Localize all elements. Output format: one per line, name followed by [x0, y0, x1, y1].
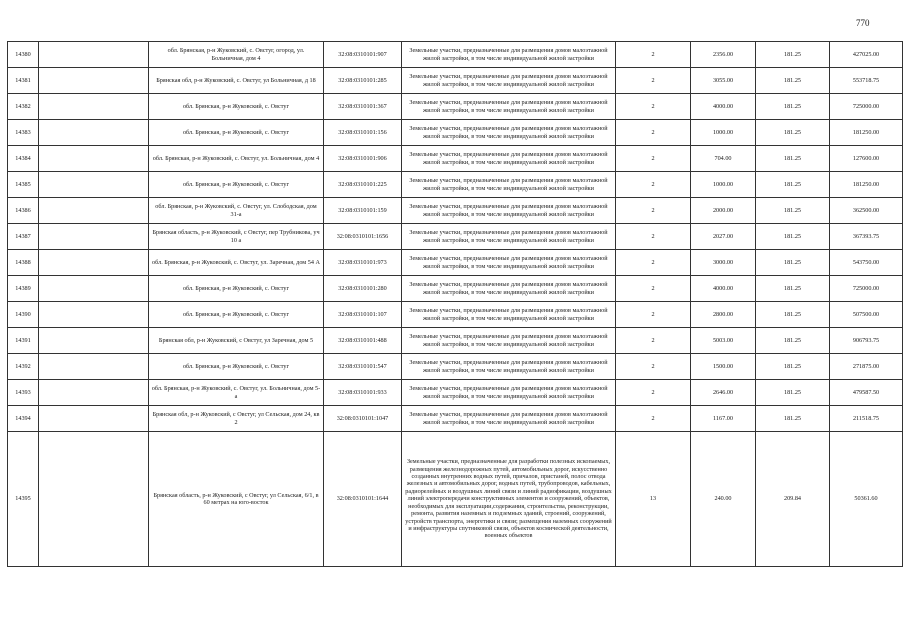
cadastral-value-cell: 127600.00 [830, 146, 903, 172]
category-code-cell: 2 [616, 406, 691, 432]
category-code-cell: 2 [616, 146, 691, 172]
table-row [8, 432, 903, 567]
address-cell: Брянская обл, р-н Жуковский, с Овстуг, ул Заречная, дом 5 [149, 328, 324, 354]
cadastral-value-cell: 181250.00 [830, 172, 903, 198]
area-cell: 5003.00 [691, 328, 756, 354]
empty-cell [39, 68, 149, 94]
table-row [8, 42, 903, 68]
empty-cell [39, 94, 149, 120]
empty-cell [39, 354, 149, 380]
land-use-cell: Земельные участки, предназначенные для размещения домов малоэтажной жилой застройки, в том числе индивидуальной жилой застройки [402, 94, 616, 120]
cadastral-value-cell: 725000.00 [830, 94, 903, 120]
empty-cell [39, 120, 149, 146]
address-cell: обл. Брянская, р-н Жуковский, с. Овстуг [149, 354, 324, 380]
cadastral-value-cell: 507500.00 [830, 302, 903, 328]
category-code-cell: 2 [616, 302, 691, 328]
address-cell: обл. Брянская, р-н Жуковский, с. Овстуг, ул. Больничная, дом 4 [149, 146, 324, 172]
address-cell: обл. Брянская, р-н Жуковский, с. Овстуг [149, 172, 324, 198]
table-row [8, 276, 903, 302]
address-cell: Брянская область, р-н Жуковский, с Овстуг, ул Сельская, 6/1, в 60 метрах на юго-восток [149, 432, 324, 567]
record-number-cell: 14389 [8, 276, 39, 302]
rate-cell: 181.25 [756, 42, 830, 68]
cadastral-number-cell: 32:08:0310101:156 [324, 120, 402, 146]
land-use-cell: Земельные участки, предназначенные для размещения домов малоэтажной жилой застройки, в том числе индивидуальной жилой застройки [402, 42, 616, 68]
record-number-cell: 14392 [8, 354, 39, 380]
address-cell: Брянская обл, р-н Жуковский, с. Овстуг, ул Больничная, д 18 [149, 68, 324, 94]
empty-cell [39, 432, 149, 567]
empty-cell [39, 328, 149, 354]
cadastral-number-cell: 32:08:0310101:285 [324, 68, 402, 94]
cadastral-number-cell: 32:08:0310101:1656 [324, 224, 402, 250]
record-number-cell: 14381 [8, 68, 39, 94]
land-use-cell: Земельные участки, предназначенные для размещения домов малоэтажной жилой застройки, в том числе индивидуальной жилой застройки [402, 380, 616, 406]
table-row [8, 328, 903, 354]
cadastral-number-cell: 32:08:0310101:933 [324, 380, 402, 406]
table-row [8, 250, 903, 276]
land-use-cell: Земельные участки, предназначенные для размещения домов малоэтажной жилой застройки, в том числе индивидуальной жилой застройки [402, 328, 616, 354]
record-number-cell: 14386 [8, 198, 39, 224]
record-number-cell: 14391 [8, 328, 39, 354]
address-cell: обл. Брянская, р-н Жуковский, с. Овстуг [149, 276, 324, 302]
cadastral-value-cell: 181250.00 [830, 120, 903, 146]
category-code-cell: 2 [616, 380, 691, 406]
category-code-cell: 13 [616, 432, 691, 567]
empty-cell [39, 406, 149, 432]
address-cell: обл. Брянская, р-н Жуковский, с. Овстуг, огород, ул. Больничная, дом 4 [149, 42, 324, 68]
cadastral-number-cell: 32:08:0310101:367 [324, 94, 402, 120]
cadastral-number-cell: 32:08:0310101:488 [324, 328, 402, 354]
land-use-cell: Земельные участки, предназначенные для размещения домов малоэтажной жилой застройки, в том числе индивидуальной жилой застройки [402, 120, 616, 146]
area-cell: 2000.00 [691, 198, 756, 224]
cadastral-value-cell: 367393.75 [830, 224, 903, 250]
area-cell: 2027.00 [691, 224, 756, 250]
empty-cell [39, 146, 149, 172]
cadastral-value-cell: 725000.00 [830, 276, 903, 302]
cadastral-value-cell: 362500.00 [830, 198, 903, 224]
record-number-cell: 14387 [8, 224, 39, 250]
cadastral-number-cell: 32:08:0310101:973 [324, 250, 402, 276]
record-number-cell: 14382 [8, 94, 39, 120]
rate-cell: 181.25 [756, 146, 830, 172]
rate-cell: 181.25 [756, 380, 830, 406]
area-cell: 4000.00 [691, 94, 756, 120]
record-number-cell: 14384 [8, 146, 39, 172]
cadastral-value-cell: 271875.00 [830, 354, 903, 380]
rate-cell: 181.25 [756, 406, 830, 432]
empty-cell [39, 380, 149, 406]
record-number-cell: 14388 [8, 250, 39, 276]
area-cell: 1000.00 [691, 120, 756, 146]
land-use-cell: Земельные участки, предназначенные для размещения домов малоэтажной жилой застройки, в том числе индивидуальной жилой застройки [402, 250, 616, 276]
address-cell: Брянская область, р-н Жуковский, с Овстуг, пер Трубникова, уч 10 а [149, 224, 324, 250]
land-use-cell: Земельные участки, предназначенные для размещения домов малоэтажной жилой застройки, в том числе индивидуальной жилой застройки [402, 406, 616, 432]
land-use-cell: Земельные участки, предназначенные для размещения домов малоэтажной жилой застройки, в том числе индивидуальной жилой застройки [402, 198, 616, 224]
table-row [8, 172, 903, 198]
category-code-cell: 2 [616, 354, 691, 380]
table-row [8, 68, 903, 94]
address-cell: обл. Брянская, р-н Жуковский, с. Овстуг, ул. Заречная, дом 54 А [149, 250, 324, 276]
land-use-cell: Земельные участки, предназначенные для размещения домов малоэтажной жилой застройки, в том числе индивидуальной жилой застройки [402, 302, 616, 328]
cadastral-number-cell: 32:08:0310101:1047 [324, 406, 402, 432]
rate-cell: 181.25 [756, 250, 830, 276]
record-number-cell: 14393 [8, 380, 39, 406]
area-cell: 1500.00 [691, 354, 756, 380]
rate-cell: 181.25 [756, 224, 830, 250]
record-number-cell: 14390 [8, 302, 39, 328]
area-cell: 2356.00 [691, 42, 756, 68]
cadastral-value-cell: 553718.75 [830, 68, 903, 94]
category-code-cell: 2 [616, 224, 691, 250]
category-code-cell: 2 [616, 276, 691, 302]
table-body [8, 42, 903, 567]
empty-cell [39, 224, 149, 250]
page-number: 770 [856, 18, 870, 28]
category-code-cell: 2 [616, 172, 691, 198]
cadastral-value-cell: 211518.75 [830, 406, 903, 432]
area-cell: 3055.00 [691, 68, 756, 94]
empty-cell [39, 302, 149, 328]
address-cell: обл. Брянская, р-н Жуковский, с. Овстуг, ул. Слободская, дом 31-а [149, 198, 324, 224]
cadastral-value-cell: 479587.50 [830, 380, 903, 406]
area-cell: 1000.00 [691, 172, 756, 198]
land-use-cell: Земельные участки, предназначенные для размещения домов малоэтажной жилой застройки, в том числе индивидуальной жилой застройки [402, 354, 616, 380]
category-code-cell: 2 [616, 120, 691, 146]
rate-cell: 181.25 [756, 354, 830, 380]
rate-cell: 181.25 [756, 328, 830, 354]
empty-cell [39, 42, 149, 68]
table-row [8, 406, 903, 432]
category-code-cell: 2 [616, 94, 691, 120]
land-use-cell: Земельные участки, предназначенные для размещения домов малоэтажной жилой застройки, в том числе индивидуальной жилой застройки [402, 68, 616, 94]
empty-cell [39, 276, 149, 302]
record-number-cell: 14394 [8, 406, 39, 432]
rate-cell: 181.25 [756, 276, 830, 302]
cadastral-value-cell: 50361.60 [830, 432, 903, 567]
land-use-cell: Земельные участки, предназначенные для размещения домов малоэтажной жилой застройки, в том числе индивидуальной жилой застройки [402, 172, 616, 198]
cadastral-number-cell: 32:08:0310101:906 [324, 146, 402, 172]
record-number-cell: 14380 [8, 42, 39, 68]
rate-cell: 181.25 [756, 302, 830, 328]
category-code-cell: 2 [616, 42, 691, 68]
land-use-cell: Земельные участки, предназначенные для размещения домов малоэтажной жилой застройки, в том числе индивидуальной жилой застройки [402, 224, 616, 250]
table-row [8, 302, 903, 328]
table-row [8, 354, 903, 380]
address-cell: Брянская обл, р-н Жуковский, с Овстуг, ул Сельская, дом 24, кв 2 [149, 406, 324, 432]
area-cell: 704.00 [691, 146, 756, 172]
cadastral-number-cell: 32:08:0310101:280 [324, 276, 402, 302]
cadastral-number-cell: 32:08:0310101:225 [324, 172, 402, 198]
land-use-cell: Земельные участки, предназначенные для размещения домов малоэтажной жилой застройки, в том числе индивидуальной жилой застройки [402, 146, 616, 172]
land-use-cell: Земельные участки, предназначенные для размещения домов малоэтажной жилой застройки, в том числе индивидуальной жилой застройки [402, 276, 616, 302]
table-row [8, 380, 903, 406]
address-cell: обл. Брянская, р-н Жуковский, с. Овстуг [149, 302, 324, 328]
cadastral-number-cell: 32:08:0310101:159 [324, 198, 402, 224]
table-row [8, 224, 903, 250]
rate-cell: 181.25 [756, 68, 830, 94]
rate-cell: 209.84 [756, 432, 830, 567]
cadastral-number-cell: 32:08:0310101:547 [324, 354, 402, 380]
area-cell: 2800.00 [691, 302, 756, 328]
record-number-cell: 14395 [8, 432, 39, 567]
record-number-cell: 14383 [8, 120, 39, 146]
record-number-cell: 14385 [8, 172, 39, 198]
address-cell: обл. Брянская, р-н Жуковский, с. Овстуг, ул. Больничная, дом 5-а [149, 380, 324, 406]
cadastral-number-cell: 32:08:0310101:1644 [324, 432, 402, 567]
category-code-cell: 2 [616, 198, 691, 224]
cadastral-number-cell: 32:08:0310101:907 [324, 42, 402, 68]
rate-cell: 181.25 [756, 198, 830, 224]
area-cell: 240.00 [691, 432, 756, 567]
rate-cell: 181.25 [756, 172, 830, 198]
address-cell: обл. Брянская, р-н Жуковский, с. Овстуг [149, 94, 324, 120]
empty-cell [39, 198, 149, 224]
category-code-cell: 2 [616, 250, 691, 276]
area-cell: 1167.00 [691, 406, 756, 432]
area-cell: 4000.00 [691, 276, 756, 302]
address-cell: обл. Брянская, р-н Жуковский, с. Овстуг [149, 120, 324, 146]
table-row [8, 120, 903, 146]
empty-cell [39, 172, 149, 198]
table-row [8, 94, 903, 120]
land-use-cell: Земельные участки, предназначенные для разработки полезных ископаемых, размещения железнодорожных путей, автомобильных дорог, искусственно созданных внутренних водных путей, причалов, пристаней, полос отвода железных и автомобильных дорог, водных путей, трубопроводов, кабельных, радиорелейных и воздушных линий связи и линий радиофикации, воздушных линий электропередачи конструктивных элементов и сооружений, объектов, необходимых для эксплуатации,содержания, строительства, реконструкции, ремонта, развития наземных и подземных зданий, строений, сооружений, устройств транспорта, энергетики и связи; размещения наземных сооружений и инфраструктуры спутниковой связи, объектов космической деятельности, военных объектов [402, 432, 616, 567]
table-row [8, 198, 903, 224]
category-code-cell: 2 [616, 68, 691, 94]
land-register-table [7, 41, 903, 567]
rate-cell: 181.25 [756, 120, 830, 146]
cadastral-value-cell: 543750.00 [830, 250, 903, 276]
cadastral-number-cell: 32:08:0310101:107 [324, 302, 402, 328]
cadastral-value-cell: 906793.75 [830, 328, 903, 354]
table-row [8, 146, 903, 172]
area-cell: 2646.00 [691, 380, 756, 406]
cadastral-value-cell: 427025.00 [830, 42, 903, 68]
empty-cell [39, 250, 149, 276]
rate-cell: 181.25 [756, 94, 830, 120]
category-code-cell: 2 [616, 328, 691, 354]
area-cell: 3000.00 [691, 250, 756, 276]
